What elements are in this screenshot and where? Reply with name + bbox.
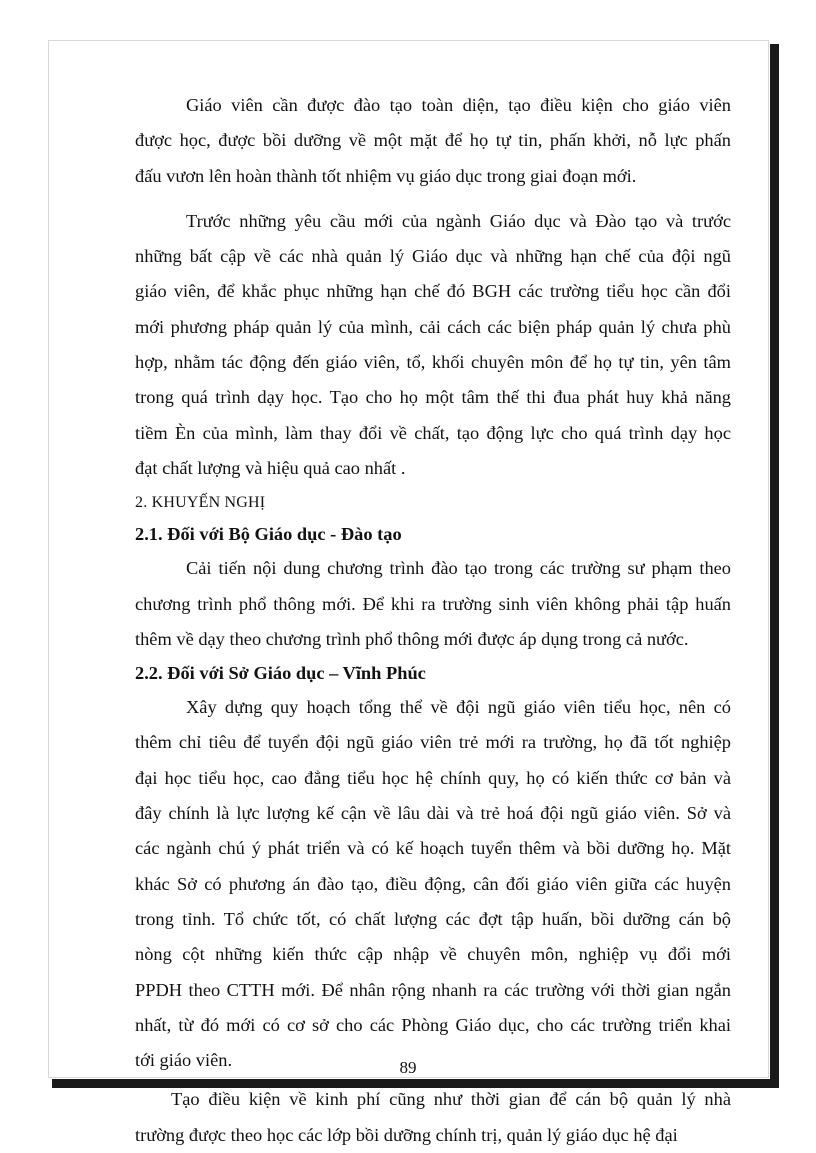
text-line: Tạo điều kiện về kinh phí cũng như thời gian để cán bộ quản lý nhà	[171, 1089, 731, 1110]
text-line: giáo viên, để khắc phục những hạn chế đó BGH các trường tiểu học cần đổi	[135, 281, 731, 302]
text-line: Trước những yêu cầu mới của ngành Giáo dục và Đào tạo và trước	[186, 210, 731, 231]
text-line: thêm về dạy theo chương trình phổ thông mới được áp dụng trong cả nước.	[135, 628, 689, 649]
text-line: hợp, nhằm tác động đến giáo viên, tổ, khối chuyên môn để họ tự tin, yên tâm	[135, 352, 731, 373]
text-line: chương trình phổ thông mới. Để khi ra trường sinh viên không phải tập huấn	[135, 593, 731, 614]
text-line: những bất cập về các nhà quản lý Giáo dục và những hạn chế của đội ngũ	[135, 246, 731, 267]
text-line: đại học tiểu học, cao đẳng tiểu học hệ chính quy, họ có kiến thức cơ bản và	[135, 767, 731, 788]
paragraph-2	[135, 204, 731, 486]
text-line: các ngành chú ý phát triển và có kế hoạch tuyển thêm và bồi dưỡng họ. Mặt	[135, 838, 731, 859]
closing-paragraph	[135, 1082, 731, 1153]
text-line: PPDH theo CTTH mới. Để nhân rộng nhanh ra các trường với thời gian ngắn	[135, 979, 731, 1000]
text-line: trong tỉnh. Tổ chức tốt, có chất lượng các đợt tập huấn, bồi dưỡng cán bộ	[135, 908, 731, 929]
page-shadow-right	[770, 44, 779, 1079]
text-line: khác Sở có phương án đào tạo, điều động, cân đối giáo viên giữa các huyện	[135, 873, 731, 894]
text-line: thêm chỉ tiêu để tuyển đội ngũ giáo viên trẻ mới ra trường, họ đã tốt nghiệp	[135, 732, 731, 753]
document-body	[135, 88, 731, 1153]
paragraph-1	[135, 88, 731, 194]
text-line: Cải tiến nội dung chương trình đào tạo trong các trường sư phạm theo	[186, 558, 731, 579]
text-line: tiềm Èn của mình, làm thay đổi về chất, tạo động lực cho quá trình dạy học	[135, 422, 731, 443]
text-line: mới phương pháp quản lý của mình, cải cách các biện pháp quản lý chưa phù	[135, 316, 731, 337]
subsection-heading-2: 2.2. Đối với Sở Giáo dục – Vĩnh Phúc	[135, 663, 426, 684]
text-line: nhất, từ đó mới có cơ sở cho các Phòng Giáo dục, cho các trường triển khai	[135, 1014, 731, 1035]
subsection-2-body	[135, 690, 731, 1078]
text-line: đạt chất lượng và hiệu quả cao nhất .	[135, 457, 406, 478]
text-line: tới giáo viên.	[135, 1050, 233, 1071]
text-line: trường được theo học các lớp bồi dưỡng chính trị, quản lý giáo dục hệ đại	[135, 1124, 678, 1145]
section-heading: 2. KHUYẾN NGHỊ	[135, 494, 266, 512]
text-line: Giáo viên cần được đào tạo toàn diện, tạo điều kiện cho giáo viên	[186, 95, 731, 115]
text-line: nòng cột những kiến thức cập nhập về chuyên môn, nghiệp vụ đổi mới	[135, 944, 731, 965]
text-line: trong quá trình dạy học. Tạo cho họ một tâm thế thi đua phát huy khả năng	[135, 387, 731, 408]
text-line: đây chính là lực lượng kế cận về lâu dài và trẻ hoá đội ngũ giáo viên. Sở và	[135, 803, 731, 824]
page-number: 89	[399, 1058, 417, 1077]
text-line: đấu vươn lên hoàn thành tốt nhiệm vụ giáo dục trong giai đoạn mới.	[135, 165, 637, 186]
text-line: Xây dựng quy hoạch tổng thể về đội ngũ giáo viên tiểu học, nên có	[186, 697, 731, 718]
subsection-heading-1: 2.1. Đối với Bộ Giáo dục - Đào tạo	[135, 524, 402, 545]
text-line: được học, được bồi dưỡng về một mặt để họ tự tin, phấn khởi, nỗ lực phấn	[135, 130, 731, 151]
subsection-1-body	[135, 551, 731, 657]
